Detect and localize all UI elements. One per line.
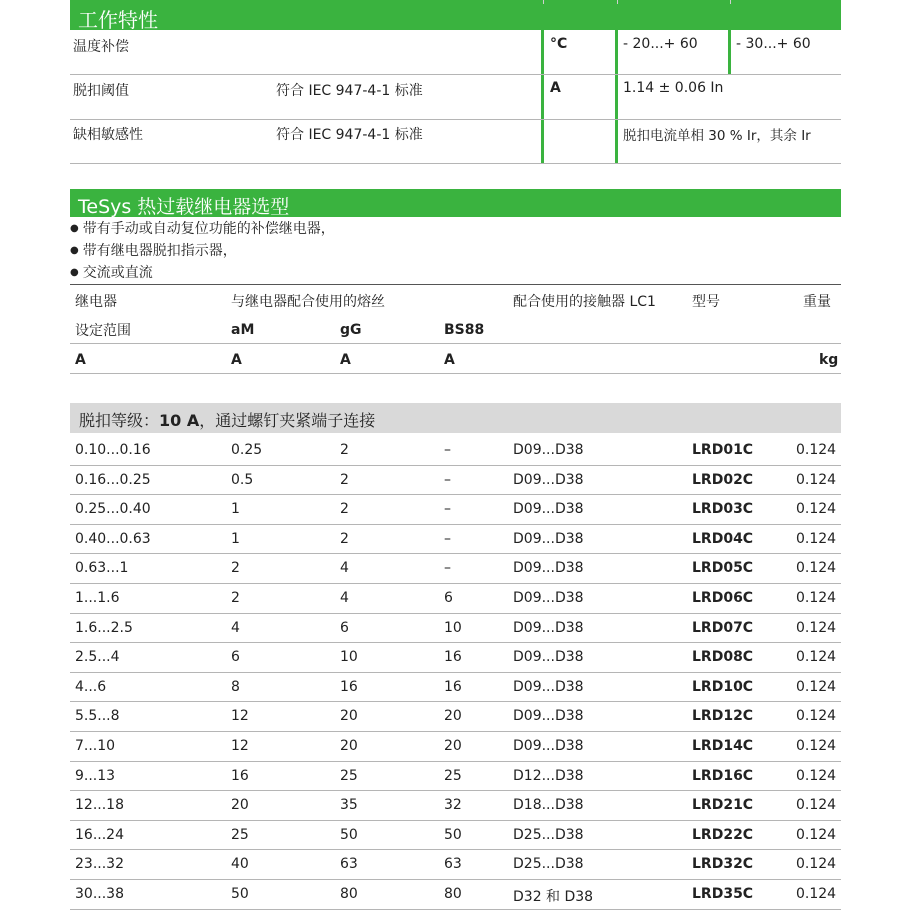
trip-class-prefix: 脱扣等级： — [79, 411, 160, 430]
cell-model: LRD05C — [692, 560, 754, 576]
row-divider — [70, 672, 841, 673]
row-divider — [70, 74, 841, 75]
cell-am: 40 — [231, 856, 249, 872]
cell-contactor: D09...D38 — [513, 738, 584, 754]
cell-contactor: D09...D38 — [513, 649, 584, 665]
cell-model: LRD35C — [692, 886, 754, 902]
cell-contactor: D09...D38 — [513, 679, 584, 695]
cell-model: LRD08C — [692, 649, 754, 665]
cell-bs88: – — [444, 442, 451, 458]
row-divider — [70, 583, 841, 584]
cell-am: 0.25 — [231, 442, 263, 458]
cell-range: 2.5...4 — [75, 649, 120, 665]
cell-gg: 10 — [340, 649, 358, 665]
spec-value: - 20...+ 60 — [623, 36, 698, 52]
cell-weight: 0.124 — [796, 768, 837, 784]
cell-range: 1...1.6 — [75, 590, 120, 606]
cell-range: 16...24 — [75, 827, 124, 843]
cell-gg: 2 — [340, 472, 349, 488]
cell-bs88: 6 — [444, 590, 453, 606]
cell-gg: 6 — [340, 620, 349, 636]
header-am: aM — [231, 322, 255, 338]
cell-contactor: D25...D38 — [513, 827, 584, 843]
spec-label: 脱扣阈值 — [73, 83, 129, 99]
cell-weight: 0.124 — [796, 442, 837, 458]
cell-gg: 16 — [340, 679, 358, 695]
cell-contactor: D09...D38 — [513, 472, 584, 488]
unit-gg: A — [340, 352, 351, 368]
cell-bs88: 20 — [444, 738, 462, 754]
feature-bullet: ● 交流或直流 — [70, 262, 153, 282]
spec-desc: 符合 IEC 947-4-1 标准 — [276, 127, 423, 143]
cell-bs88: 32 — [444, 797, 462, 813]
top-divider — [617, 0, 618, 4]
section-title: TeSys 热过载继电器选型 — [78, 196, 290, 218]
header-gg: gG — [340, 322, 362, 338]
cell-gg: 20 — [340, 708, 358, 724]
cell-bs88: – — [444, 501, 451, 517]
unit-weight: kg — [819, 352, 839, 368]
row-divider — [70, 524, 841, 525]
header-fuse-group: 与继电器配合使用的熔丝 — [231, 294, 385, 310]
cell-range: 0.16...0.25 — [75, 472, 151, 488]
cell-contactor: D09...D38 — [513, 620, 584, 636]
trip-class-value: 10 A — [159, 411, 200, 430]
cell-weight: 0.124 — [796, 797, 837, 813]
cell-am: 4 — [231, 620, 240, 636]
spec-unit: °C — [550, 36, 568, 52]
row-divider — [70, 494, 841, 495]
header-relay: 继电器 — [75, 294, 117, 310]
cell-gg: 2 — [340, 442, 349, 458]
column-divider — [615, 30, 618, 164]
unit-bs88: A — [444, 352, 455, 368]
cell-model: LRD06C — [692, 590, 754, 606]
section-title: 工作特性 — [78, 8, 158, 32]
spec-value: 1.14 ± 0.06 In — [623, 80, 724, 96]
header-top-rule — [70, 284, 841, 285]
row-divider — [70, 761, 841, 762]
cell-model: LRD01C — [692, 442, 754, 458]
cell-gg: 50 — [340, 827, 358, 843]
row-divider — [70, 820, 841, 821]
cell-model: LRD16C — [692, 768, 754, 784]
cell-am: 25 — [231, 827, 249, 843]
row-divider — [70, 731, 841, 732]
cell-range: 0.40...0.63 — [75, 531, 151, 547]
cell-contactor: D12...D38 — [513, 768, 584, 784]
cell-bs88: 25 — [444, 768, 462, 784]
cell-range: 30...38 — [75, 886, 124, 902]
spec-unit: A — [550, 80, 561, 96]
cell-bs88: – — [444, 560, 451, 576]
cell-range: 5.5...8 — [75, 708, 120, 724]
header-contactor: 配合使用的接触器 LC1 — [513, 294, 656, 310]
cell-model: LRD04C — [692, 531, 754, 547]
cell-weight: 0.124 — [796, 501, 837, 517]
cell-bs88: 20 — [444, 708, 462, 724]
row-divider — [70, 879, 841, 880]
cell-weight: 0.124 — [796, 708, 837, 724]
cell-gg: 2 — [340, 501, 349, 517]
cell-range: 12...18 — [75, 797, 124, 813]
cell-contactor: D09...D38 — [513, 708, 584, 724]
spec-desc: 符合 IEC 947-4-1 标准 — [276, 83, 423, 99]
cell-range: 23...32 — [75, 856, 124, 872]
cell-model: LRD21C — [692, 797, 754, 813]
cell-contactor: D09...D38 — [513, 560, 584, 576]
section-header-characteristics — [70, 0, 841, 30]
section-header-selection — [70, 189, 841, 217]
cell-am: 2 — [231, 590, 240, 606]
cell-bs88: 50 — [444, 827, 462, 843]
spec-label: 缺相敏感性 — [73, 127, 143, 143]
cell-am: 0.5 — [231, 472, 254, 488]
row-divider — [70, 849, 841, 850]
row-divider — [70, 553, 841, 554]
cell-model: LRD14C — [692, 738, 754, 754]
cell-am: 2 — [231, 560, 240, 576]
cell-am: 12 — [231, 708, 249, 724]
row-divider — [70, 701, 841, 702]
cell-model: LRD10C — [692, 679, 754, 695]
row-divider — [70, 642, 841, 643]
cell-bs88: – — [444, 531, 451, 547]
cell-model: LRD12C — [692, 708, 754, 724]
cell-range: 0.25...0.40 — [75, 501, 151, 517]
top-divider — [543, 0, 544, 4]
cell-contactor: D32 和 D38 — [513, 889, 594, 905]
trip-class-text — [79, 408, 375, 431]
cell-am: 1 — [231, 501, 240, 517]
cell-bs88: 10 — [444, 620, 462, 636]
row-divider — [70, 909, 841, 910]
header-bs88: BS88 — [444, 322, 485, 338]
cell-range: 0.63...1 — [75, 560, 129, 576]
top-divider — [730, 0, 731, 4]
cell-weight: 0.124 — [796, 886, 837, 902]
row-divider — [70, 790, 841, 791]
spec-label: 温度补偿 — [73, 39, 129, 55]
cell-weight: 0.124 — [796, 856, 837, 872]
cell-gg: 35 — [340, 797, 358, 813]
cell-model: LRD02C — [692, 472, 754, 488]
cell-gg: 4 — [340, 560, 349, 576]
unit-am: A — [231, 352, 242, 368]
cell-bs88: 63 — [444, 856, 462, 872]
spec-value: - 30...+ 60 — [736, 36, 811, 52]
cell-range: 7...10 — [75, 738, 116, 754]
cell-am: 50 — [231, 886, 249, 902]
cell-contactor: D09...D38 — [513, 531, 584, 547]
cell-weight: 0.124 — [796, 531, 837, 547]
cell-bs88: 80 — [444, 886, 462, 902]
cell-range: 4...6 — [75, 679, 107, 695]
cell-contactor: D25...D38 — [513, 856, 584, 872]
cell-contactor: D18...D38 — [513, 797, 584, 813]
cell-am: 6 — [231, 649, 240, 665]
cell-model: LRD07C — [692, 620, 754, 636]
trip-class-suffix: ，通过螺钉夹紧端子连接 — [199, 411, 376, 430]
cell-contactor: D09...D38 — [513, 501, 584, 517]
column-divider — [728, 30, 731, 74]
header-relay-range: 设定范围 — [75, 323, 131, 339]
cell-gg: 4 — [340, 590, 349, 606]
cell-model: LRD32C — [692, 856, 754, 872]
cell-am: 12 — [231, 738, 249, 754]
cell-range: 0.10...0.16 — [75, 442, 151, 458]
header-bottom-rule — [70, 373, 841, 374]
feature-bullet: ● 带有手动或自动复位功能的补偿继电器， — [70, 218, 335, 238]
cell-weight: 0.124 — [796, 738, 837, 754]
row-divider — [70, 613, 841, 614]
row-divider — [70, 465, 841, 466]
cell-weight: 0.124 — [796, 472, 837, 488]
cell-range: 9...13 — [75, 768, 116, 784]
cell-gg: 63 — [340, 856, 358, 872]
cell-bs88: 16 — [444, 679, 462, 695]
cell-contactor: D09...D38 — [513, 442, 584, 458]
cell-model: LRD22C — [692, 827, 754, 843]
cell-gg: 2 — [340, 531, 349, 547]
unit-relay: A — [75, 352, 86, 368]
cell-am: 20 — [231, 797, 249, 813]
row-divider — [70, 163, 841, 164]
cell-weight: 0.124 — [796, 679, 837, 695]
cell-range: 1.6...2.5 — [75, 620, 133, 636]
cell-weight: 0.124 — [796, 590, 837, 606]
cell-am: 8 — [231, 679, 240, 695]
cell-contactor: D09...D38 — [513, 590, 584, 606]
cell-model: LRD03C — [692, 501, 754, 517]
feature-bullet: ● 带有继电器脱扣指示器， — [70, 240, 237, 260]
header-model: 型号 — [692, 294, 720, 310]
header-unit-rule — [70, 343, 841, 344]
cell-gg: 25 — [340, 768, 358, 784]
row-divider — [70, 119, 841, 120]
cell-weight: 0.124 — [796, 649, 837, 665]
cell-gg: 20 — [340, 738, 358, 754]
header-weight: 重量 — [803, 294, 831, 310]
cell-weight: 0.124 — [796, 827, 837, 843]
cell-am: 16 — [231, 768, 249, 784]
column-divider — [541, 30, 544, 164]
cell-gg: 80 — [340, 886, 358, 902]
cell-weight: 0.124 — [796, 620, 837, 636]
spec-value: 脱扣电流单相 30 % Ir，其余 Ir — [623, 128, 811, 144]
cell-bs88: – — [444, 472, 451, 488]
cell-am: 1 — [231, 531, 240, 547]
cell-bs88: 16 — [444, 649, 462, 665]
trip-class-band — [70, 403, 841, 433]
cell-weight: 0.124 — [796, 560, 837, 576]
